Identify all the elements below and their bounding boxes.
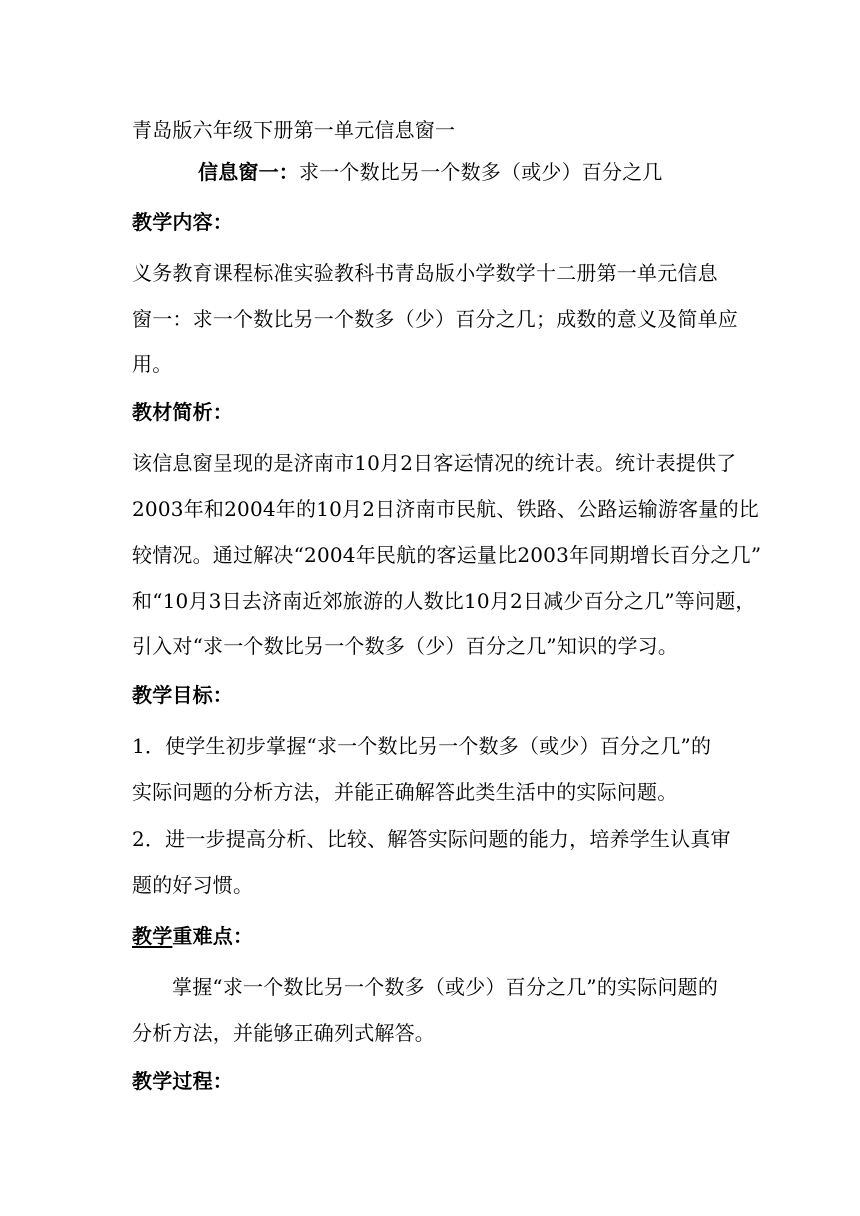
subtitle [198,160,798,184]
key-points-heading [132,924,732,948]
analysis-line-2: 2003年和2004年的10月2日济南市民航、铁路、公路运输游客量的比 [132,497,759,521]
content-heading: 教学内容： [132,210,233,234]
goals-line-2: 实际问题的分析方法，并能正确解答此类生活中的实际问题。 [132,780,678,804]
analysis-line-3: 较情况。通过解决“2004年民航的客运量比2003年同期增长百分之几” [132,543,762,567]
content-line-3: 用。 [132,352,173,376]
analysis-line-5: 引入对“求一个数比另一个数多（少）百分之几”知识的学习。 [132,634,679,658]
key-points-line-1: 掌握“求一个数比另一个数多（或少）百分之几”的实际问题的 [172,975,719,999]
subtitle-text: 求一个数比另一个数多（或少）百分之几 [299,160,663,184]
header-line: 青岛版六年级下册第一单元信息窗一 [132,118,456,142]
subtitle-label: 信息窗一： [198,160,299,184]
analysis-line-1: 该信息窗呈现的是济南市10月2日客运情况的统计表。统计表提供了 [132,451,737,475]
goals-line-1: 1．使学生初步掌握“求一个数比另一个数多（或少）百分之几”的 [132,734,712,758]
goals-heading: 教学目标： [132,683,233,707]
content-line-1: 义务教育课程标准实验教科书青岛版小学数学十二册第一单元信息 [132,261,718,285]
process-heading: 教学过程： [132,1069,233,1093]
goals-line-3: 2．进一步提高分析、比较、解答实际问题的能力，培养学生认真审 [132,827,731,851]
analysis-line-4: 和“10月3日去济南近郊旅游的人数比10月2日减少百分之几”等问题， [132,589,756,613]
key-points-heading-underlined: 教学 [132,924,173,948]
goals-line-4: 题的好习惯。 [132,873,254,897]
key-points-heading-rest: 重难点： [172,924,254,948]
content-line-2: 窗一：求一个数比另一个数多（少）百分之几；成数的意义及简单应 [132,307,738,331]
analysis-heading: 教材简析： [132,400,233,424]
key-points-line-2: 分析方法，并能够正确列式解答。 [132,1021,435,1045]
